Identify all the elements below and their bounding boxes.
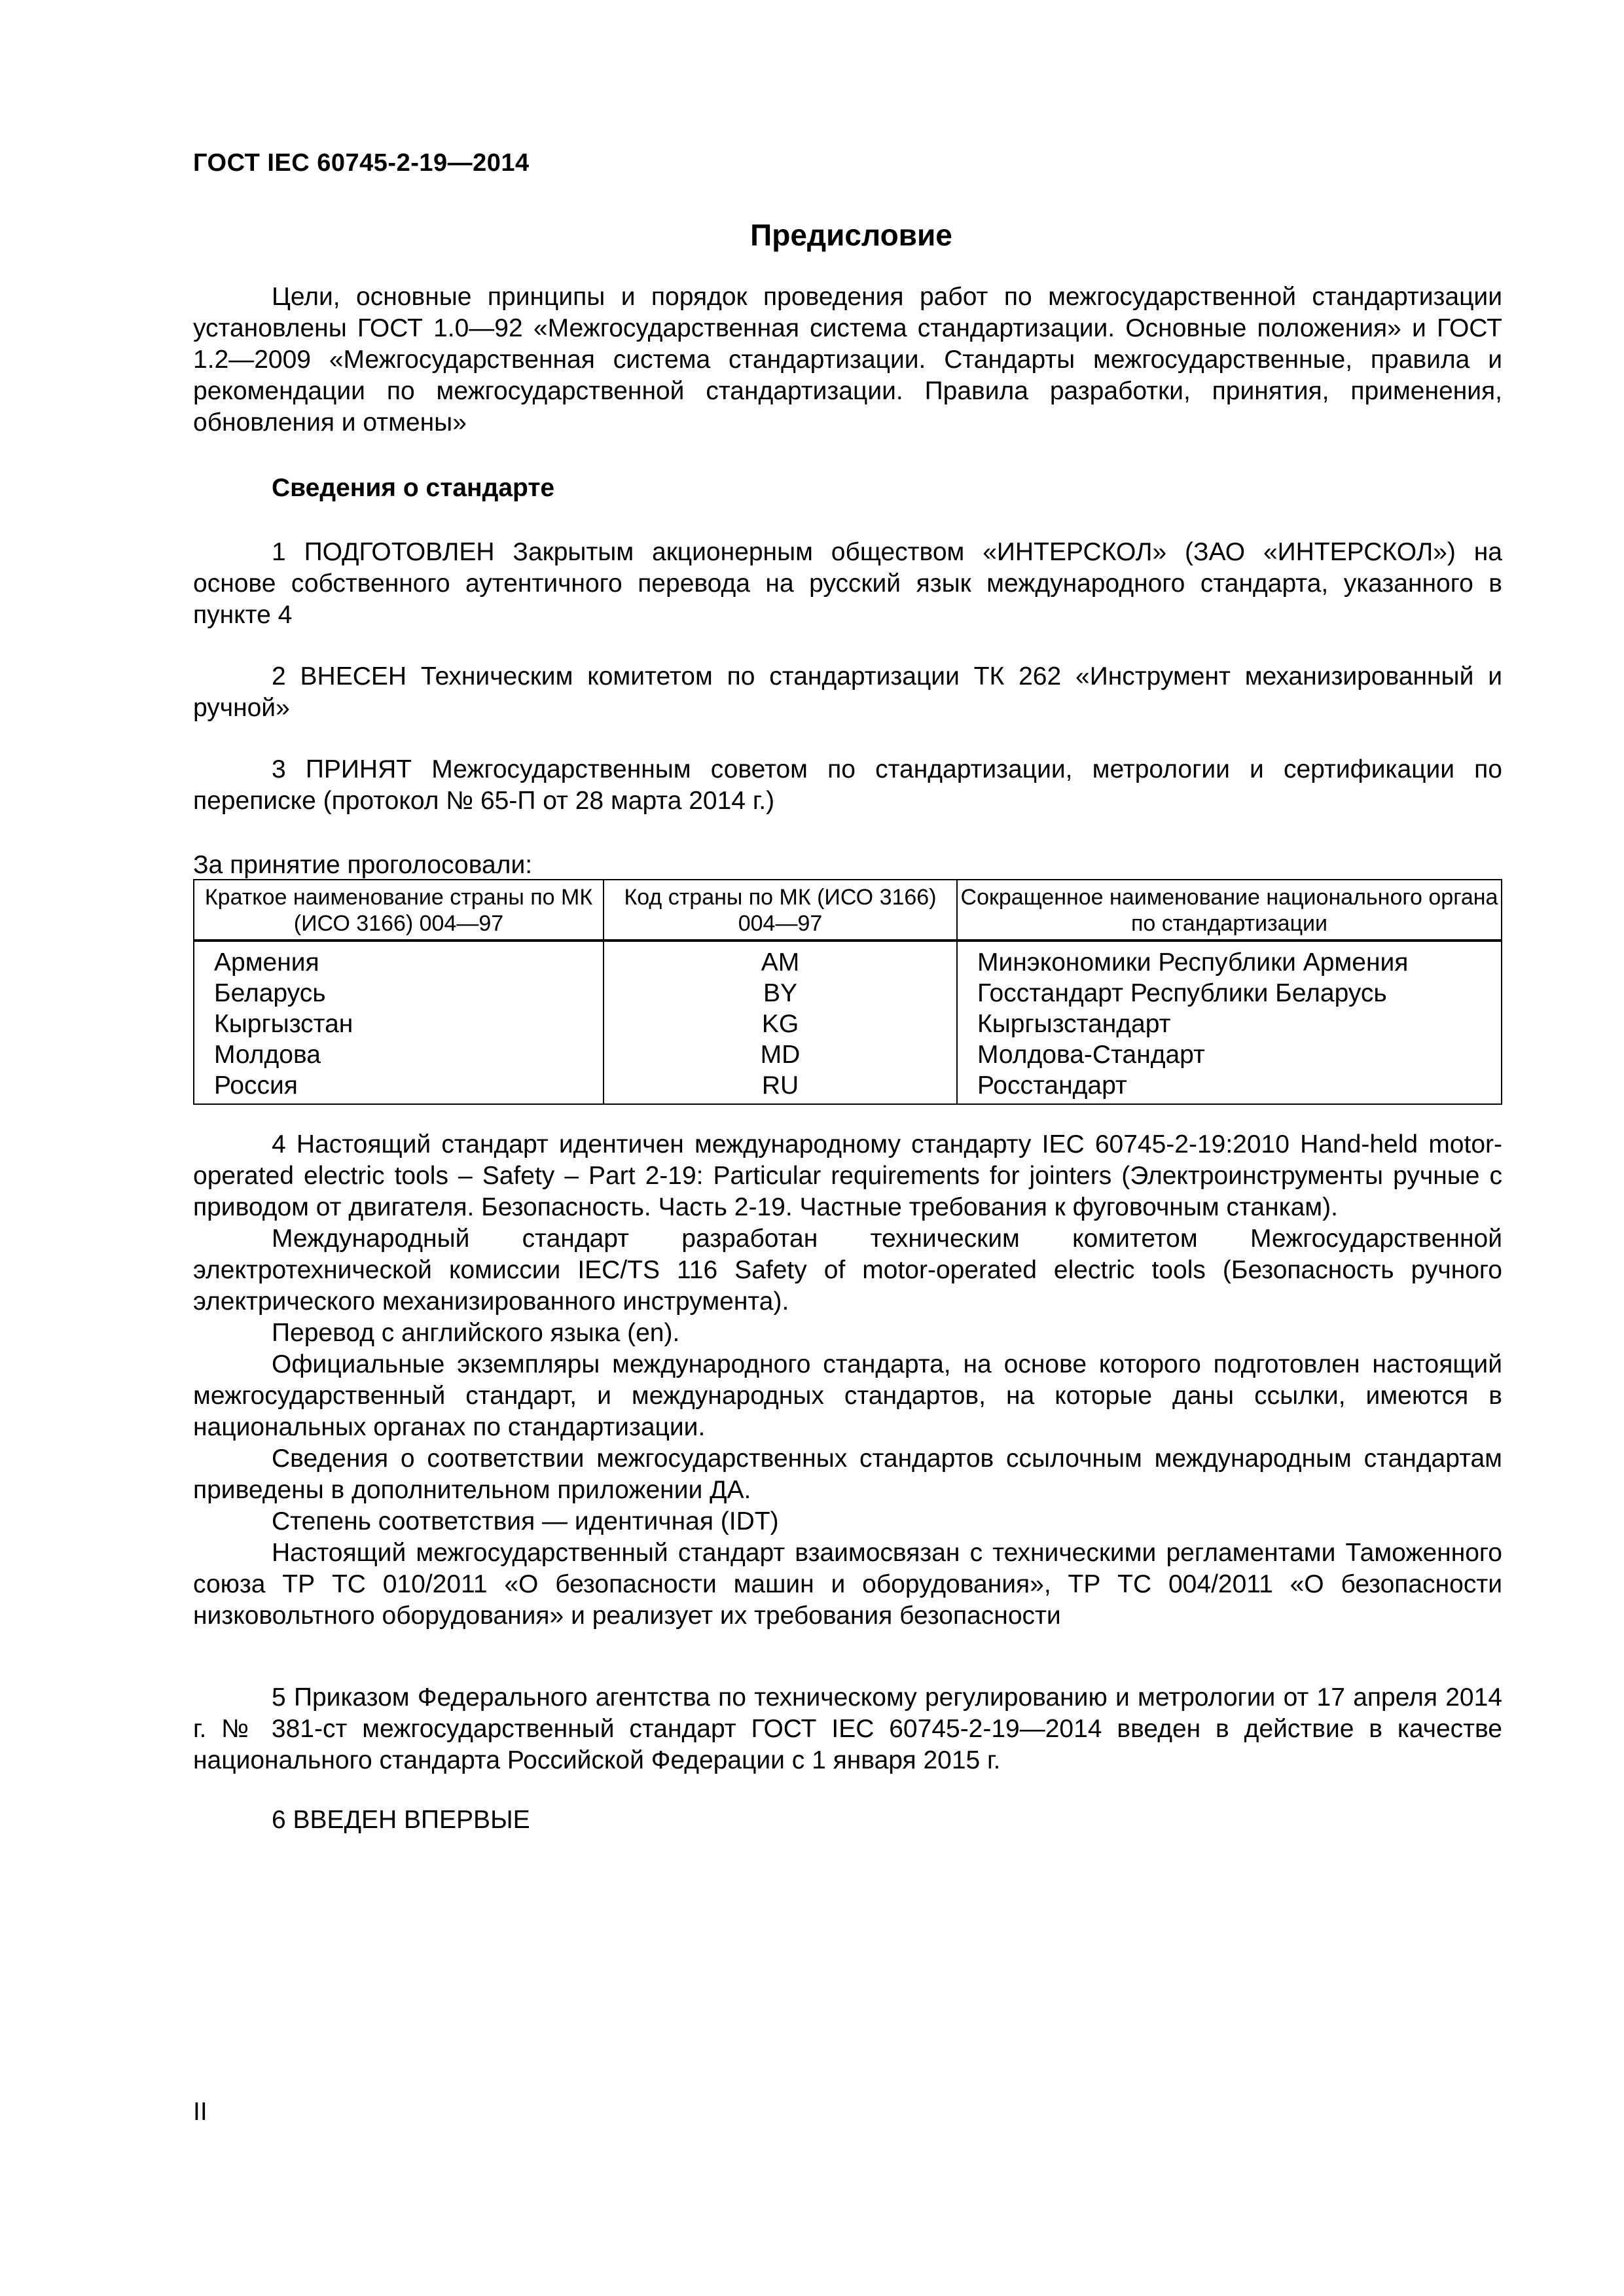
item4-paragraph: Официальные экземпляры международного стандарта, на основе которого подготовлен настоящий межгосударственный стандарт, и международных стандартов, на которые даны ссылки, имеются в национальных органах по стандартизации.: [193, 1350, 1502, 1441]
item4-paragraph: 4 Настоящий стандарт идентичен международному стандарту IEC 60745-2-19:2010 Hand-held motor-operated electric tools – Safety – Part 2-19: Particular requirements for jointers (Электроинструменты ручные с приводом от двигателя. Безопасность. Часть 2-19. Частные требования к фуговочным станкам).: [193, 1130, 1502, 1221]
code-cell: BY: [604, 978, 957, 1009]
country-cell: Армения: [194, 941, 604, 978]
country-cell: Беларусь: [194, 978, 604, 1009]
page-title: Предисловие: [750, 218, 952, 252]
code-cell: KG: [604, 1009, 957, 1039]
code-cell: RU: [604, 1070, 957, 1104]
intro-paragraph: Цели, основные принципы и порядок проведения работ по межгосударственной стандартизации установлены ГОСТ 1.0—92 «Межгосударственная система стандартизации. Основные положения» и ГОСТ 1.2—2009 «Межгосударственная система стандартизации. Стандарты межгосударственные, правила и рекомендации по межгосударственной стандартизации. Правила разработки, принятия, применения, обновления и отмены»: [193, 283, 1502, 437]
item4-paragraph: Перевод с английского языка (en).: [272, 1319, 680, 1347]
table-header-country: Краткое наименование страны по МК (ИСО 3166) 004—97: [194, 880, 604, 941]
voting-table: [193, 879, 1502, 1105]
item4-block: [193, 1129, 1502, 1632]
body-cell: Минэкономики Республики Армения: [957, 941, 1502, 978]
body-cell: Росстандарт: [957, 1070, 1502, 1104]
table-row: [194, 941, 1502, 978]
item4-paragraph: Сведения о соответствии межгосударственных стандартов ссылочным международным стандартам приведены в дополнительном приложении ДА.: [193, 1444, 1502, 1504]
table-row: [194, 1009, 1502, 1039]
item4-paragraph: Настоящий межгосударственный стандарт взаимосвязан с техническими регламентами Таможенного союза ТР ТС 010/2011 «О безопасности машин и оборудования», ТР ТС 004/2011 «О безопасности низковольтного оборудования» и реализует их требования безопасности: [193, 1539, 1502, 1630]
item2-block: [193, 661, 1502, 724]
item4-paragraph: Международный стандарт разработан техническим комитетом Межгосударственной электротехнической комиссии IEC/TS 116 Safety of motor-operated electric tools (Безопасность ручного электрического механизированного инструмента).: [193, 1225, 1502, 1316]
table-row: [194, 1070, 1502, 1104]
item5-block: [193, 1682, 1502, 1776]
page-number: II: [193, 2098, 208, 2126]
body-cell: Госстандарт Республики Беларусь: [957, 978, 1502, 1009]
item2-paragraph: 2 ВНЕСЕН Техническим комитетом по стандартизации ТК 262 «Инструмент механизированный и ручной»: [193, 662, 1502, 722]
code-cell: AM: [604, 941, 957, 978]
item3-block: [193, 754, 1502, 817]
item4-paragraph: Степень соответствия — идентичная (IDT): [272, 1507, 779, 1535]
table-header-body: Сокращенное наименование национального органа по стандартизации: [957, 880, 1502, 941]
code-cell: MD: [604, 1039, 957, 1070]
country-cell: Молдова: [194, 1039, 604, 1070]
about-heading: Сведения о стандарте: [272, 474, 555, 502]
table-row: [194, 978, 1502, 1009]
item1-block: [193, 537, 1502, 631]
item3-paragraph: 3 ПРИНЯТ Межгосударственным советом по стандартизации, метрологии и сертификации по переписке (протокол № 65-П от 28 марта 2014 г.): [193, 755, 1502, 815]
table-header-code: Код страны по МК (ИСО 3166) 004—97: [604, 880, 957, 941]
table-row: [194, 1039, 1502, 1070]
intro-block: [193, 281, 1502, 439]
item5-paragraph: 5 Приказом Федерального агентства по техническому регулированию и метрологии от 17 апреля 2014 г. № 381-ст межгосударственный стандарт ГОСТ IEC 60745-2-19—2014 введен в действие в качестве национального стандарта Российской Федерации с 1 января 2015 г.: [193, 1683, 1502, 1774]
body-cell: Кыргызстандарт: [957, 1009, 1502, 1039]
vote-label: За принятие проголосовали:: [193, 851, 533, 879]
item1-paragraph: 1 ПОДГОТОВЛЕН Закрытым акционерным обществом «ИНТЕРСКОЛ» (ЗАО «ИНТЕРСКОЛ») на основе собственного аутентичного перевода на русский язык международного стандарта, указанного в пункте 4: [193, 538, 1502, 629]
body-cell: Молдова-Стандарт: [957, 1039, 1502, 1070]
country-cell: Россия: [194, 1070, 604, 1104]
item6-block: [193, 1804, 1502, 1836]
item6-paragraph: 6 ВВЕДЕН ВПЕРВЫЕ: [272, 1806, 530, 1834]
standard-header: ГОСТ IEC 60745-2-19—2014: [193, 149, 530, 177]
country-cell: Кыргызстан: [194, 1009, 604, 1039]
table-header-row: [194, 880, 1502, 941]
